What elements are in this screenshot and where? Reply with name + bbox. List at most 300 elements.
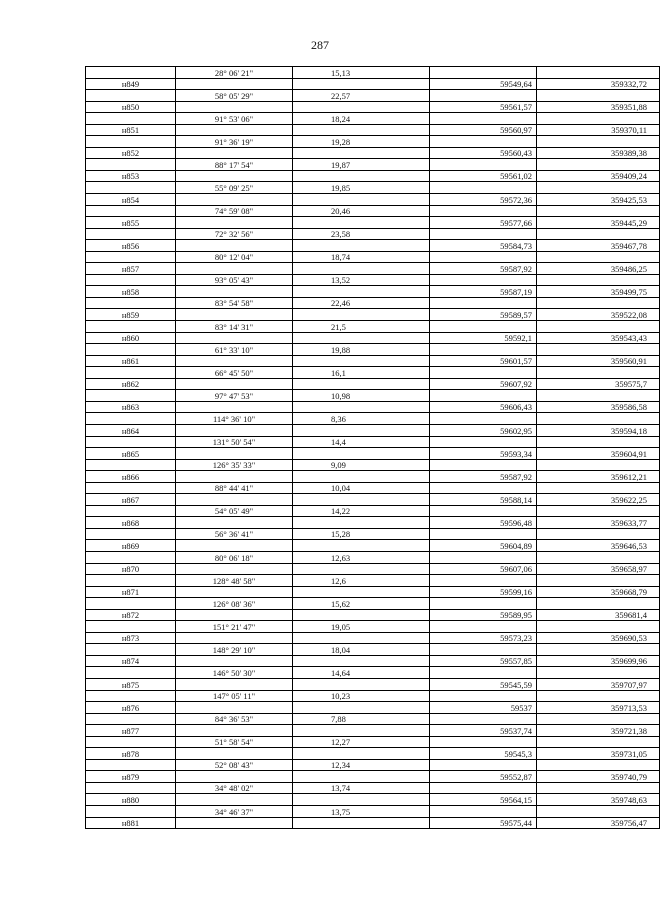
x-coordinate-cell: 59537 [430, 702, 537, 714]
y-coordinate-cell: 359681,4 [537, 609, 660, 621]
y-coordinate-cell: 359543,43 [537, 332, 660, 344]
direction-angle-cell: 84° 36' 53" [176, 713, 293, 725]
page-number: 287 [311, 38, 329, 52]
x-coordinate-cell: 59564,15 [430, 794, 537, 806]
x-coordinate-cell: 59596,48 [430, 517, 537, 529]
direction-angle-cell [176, 678, 293, 690]
point-row [86, 817, 660, 829]
y-coordinate-cell: 359486,25 [537, 263, 660, 275]
segment-length-cell [293, 332, 430, 344]
x-coordinate-cell [430, 505, 537, 517]
point-name-cell [86, 459, 176, 471]
segment-length-cell: 9,09 [293, 459, 430, 471]
x-coordinate-cell: 59557,85 [430, 655, 537, 667]
y-coordinate-cell [537, 205, 660, 217]
direction-angle-cell [176, 355, 293, 367]
point-row [86, 471, 660, 483]
direction-angle-cell: 146° 50' 30" [176, 667, 293, 679]
segment-length-cell: 12,27 [293, 736, 430, 748]
segment-length-cell: 13,52 [293, 274, 430, 286]
point-name-cell: н853 [86, 170, 176, 182]
segment-row [86, 782, 660, 794]
point-name-cell [86, 575, 176, 587]
direction-angle-cell: 88° 44' 41" [176, 482, 293, 494]
x-coordinate-cell: 59599,16 [430, 586, 537, 598]
y-coordinate-cell [537, 482, 660, 494]
y-coordinate-cell: 359713,53 [537, 702, 660, 714]
x-coordinate-cell [430, 297, 537, 309]
segment-row [86, 413, 660, 425]
segment-length-cell [293, 194, 430, 206]
point-name-cell [86, 182, 176, 194]
direction-angle-cell: 93° 05' 43" [176, 274, 293, 286]
point-name-cell: н867 [86, 494, 176, 506]
segment-length-cell [293, 378, 430, 390]
x-coordinate-cell [430, 159, 537, 171]
segment-length-cell: 15,13 [293, 67, 430, 79]
point-name-cell [86, 136, 176, 148]
segment-length-cell [293, 771, 430, 783]
point-row [86, 494, 660, 506]
y-coordinate-cell: 359499,75 [537, 286, 660, 298]
point-name-cell: н875 [86, 678, 176, 690]
coordinates-table [85, 66, 660, 829]
x-coordinate-cell [430, 713, 537, 725]
y-coordinate-cell [537, 782, 660, 794]
direction-angle-cell: 28° 06' 21" [176, 67, 293, 79]
point-row [86, 702, 660, 714]
y-coordinate-cell: 359594,18 [537, 424, 660, 436]
x-coordinate-cell [430, 575, 537, 587]
segment-length-cell [293, 147, 430, 159]
point-name-cell [86, 528, 176, 540]
direction-angle-cell [176, 101, 293, 113]
y-coordinate-cell [537, 90, 660, 102]
segment-length-cell: 13,75 [293, 806, 430, 818]
direction-angle-cell [176, 563, 293, 575]
x-coordinate-cell [430, 598, 537, 610]
point-name-cell [86, 806, 176, 818]
y-coordinate-cell [537, 575, 660, 587]
x-coordinate-cell: 59588,14 [430, 494, 537, 506]
point-name-cell [86, 344, 176, 356]
segment-length-cell: 10,98 [293, 390, 430, 402]
point-row [86, 609, 660, 621]
segment-row [86, 575, 660, 587]
point-name-cell: н860 [86, 332, 176, 344]
point-name-cell [86, 413, 176, 425]
segment-length-cell: 14,22 [293, 505, 430, 517]
x-coordinate-cell: 59561,57 [430, 101, 537, 113]
x-coordinate-cell: 59545,59 [430, 678, 537, 690]
x-coordinate-cell: 59575,44 [430, 817, 537, 829]
y-coordinate-cell [537, 713, 660, 725]
direction-angle-cell [176, 170, 293, 182]
segment-length-cell [293, 794, 430, 806]
segment-length-cell [293, 424, 430, 436]
y-coordinate-cell [537, 67, 660, 79]
segment-row [86, 90, 660, 102]
x-coordinate-cell: 59552,87 [430, 771, 537, 783]
x-coordinate-cell [430, 782, 537, 794]
point-row [86, 170, 660, 182]
y-coordinate-cell: 359740,79 [537, 771, 660, 783]
segment-row [86, 136, 660, 148]
segment-row [86, 667, 660, 679]
point-name-cell [86, 367, 176, 379]
y-coordinate-cell [537, 159, 660, 171]
segment-length-cell: 12,63 [293, 551, 430, 563]
direction-angle-cell: 126° 08' 36" [176, 598, 293, 610]
direction-angle-cell [176, 217, 293, 229]
point-name-cell: н855 [86, 217, 176, 229]
point-row [86, 147, 660, 159]
point-name-cell [86, 759, 176, 771]
x-coordinate-cell [430, 67, 537, 79]
y-coordinate-cell: 359467,78 [537, 240, 660, 252]
y-coordinate-cell [537, 644, 660, 656]
point-name-cell: н856 [86, 240, 176, 252]
segment-row [86, 551, 660, 563]
x-coordinate-cell: 59537,74 [430, 725, 537, 737]
direction-angle-cell: 80° 12' 04" [176, 251, 293, 263]
point-row [86, 655, 660, 667]
segment-length-cell: 16,1 [293, 367, 430, 379]
point-row [86, 424, 660, 436]
direction-angle-cell [176, 401, 293, 413]
point-name-cell: н852 [86, 147, 176, 159]
segment-row [86, 621, 660, 633]
point-row [86, 794, 660, 806]
segment-row [86, 806, 660, 818]
direction-angle-cell [176, 494, 293, 506]
segment-length-cell: 19,05 [293, 621, 430, 633]
point-row [86, 401, 660, 413]
segment-row [86, 505, 660, 517]
point-name-cell: н851 [86, 124, 176, 136]
point-name-cell: н878 [86, 748, 176, 760]
y-coordinate-cell: 359748,63 [537, 794, 660, 806]
point-name-cell: н879 [86, 771, 176, 783]
point-row [86, 725, 660, 737]
segment-length-cell: 19,28 [293, 136, 430, 148]
direction-angle-cell [176, 540, 293, 552]
y-coordinate-cell: 359425,53 [537, 194, 660, 206]
y-coordinate-cell [537, 528, 660, 540]
segment-length-cell: 15,28 [293, 528, 430, 540]
x-coordinate-cell [430, 528, 537, 540]
x-coordinate-cell [430, 205, 537, 217]
y-coordinate-cell: 359351,88 [537, 101, 660, 113]
segment-length-cell [293, 286, 430, 298]
segment-row [86, 67, 660, 79]
segment-length-cell [293, 448, 430, 460]
segment-length-cell [293, 263, 430, 275]
y-coordinate-cell: 359332,72 [537, 78, 660, 90]
point-name-cell [86, 621, 176, 633]
x-coordinate-cell: 59607,92 [430, 378, 537, 390]
segment-row [86, 390, 660, 402]
segment-row [86, 367, 660, 379]
direction-angle-cell [176, 794, 293, 806]
point-name-cell: н877 [86, 725, 176, 737]
direction-angle-cell: 34° 46' 37" [176, 806, 293, 818]
y-coordinate-cell [537, 413, 660, 425]
segment-length-cell [293, 817, 430, 829]
direction-angle-cell [176, 147, 293, 159]
direction-angle-cell: 80° 06' 18" [176, 551, 293, 563]
y-coordinate-cell [537, 736, 660, 748]
direction-angle-cell [176, 424, 293, 436]
point-name-cell [86, 251, 176, 263]
direction-angle-cell [176, 78, 293, 90]
segment-length-cell [293, 124, 430, 136]
direction-angle-cell: 131° 50' 54" [176, 436, 293, 448]
segment-length-cell [293, 702, 430, 714]
point-name-cell: н866 [86, 471, 176, 483]
point-name-cell: н858 [86, 286, 176, 298]
direction-angle-cell: 51° 58' 54" [176, 736, 293, 748]
segment-length-cell: 22,46 [293, 297, 430, 309]
segment-length-cell [293, 540, 430, 552]
point-name-cell: н863 [86, 401, 176, 413]
point-name-cell: н874 [86, 655, 176, 667]
point-name-cell: н876 [86, 702, 176, 714]
x-coordinate-cell [430, 759, 537, 771]
segment-length-cell [293, 563, 430, 575]
segment-length-cell: 19,85 [293, 182, 430, 194]
y-coordinate-cell [537, 251, 660, 263]
point-row [86, 240, 660, 252]
point-name-cell [86, 713, 176, 725]
x-coordinate-cell [430, 436, 537, 448]
point-name-cell: н872 [86, 609, 176, 621]
y-coordinate-cell: 359445,29 [537, 217, 660, 229]
segment-length-cell: 10,23 [293, 690, 430, 702]
direction-angle-cell [176, 263, 293, 275]
y-coordinate-cell: 359633,77 [537, 517, 660, 529]
segment-row [86, 251, 660, 263]
segment-length-cell [293, 78, 430, 90]
direction-angle-cell [176, 378, 293, 390]
direction-angle-cell [176, 609, 293, 621]
y-coordinate-cell: 359668,79 [537, 586, 660, 598]
segment-length-cell [293, 217, 430, 229]
point-name-cell: н859 [86, 309, 176, 321]
segment-row [86, 482, 660, 494]
y-coordinate-cell [537, 367, 660, 379]
point-name-cell [86, 690, 176, 702]
point-row [86, 332, 660, 344]
segment-row [86, 228, 660, 240]
segment-length-cell [293, 632, 430, 644]
x-coordinate-cell [430, 136, 537, 148]
point-row [86, 678, 660, 690]
point-row [86, 540, 660, 552]
point-name-cell: н871 [86, 586, 176, 598]
segment-row [86, 182, 660, 194]
x-coordinate-cell [430, 644, 537, 656]
point-name-cell: н857 [86, 263, 176, 275]
x-coordinate-cell [430, 321, 537, 333]
direction-angle-cell: 83° 14' 31" [176, 321, 293, 333]
segment-row [86, 297, 660, 309]
direction-angle-cell [176, 124, 293, 136]
x-coordinate-cell: 59545,3 [430, 748, 537, 760]
y-coordinate-cell: 359586,58 [537, 401, 660, 413]
y-coordinate-cell: 359658,97 [537, 563, 660, 575]
point-name-cell [86, 159, 176, 171]
segment-row [86, 598, 660, 610]
segment-row [86, 274, 660, 286]
y-coordinate-cell: 359409,24 [537, 170, 660, 182]
segment-length-cell: 18,04 [293, 644, 430, 656]
direction-angle-cell [176, 517, 293, 529]
point-name-cell [86, 113, 176, 125]
coordinates-table-body [86, 67, 660, 829]
y-coordinate-cell [537, 598, 660, 610]
point-name-cell: н850 [86, 101, 176, 113]
direction-angle-cell [176, 240, 293, 252]
y-coordinate-cell: 359721,38 [537, 725, 660, 737]
direction-angle-cell [176, 817, 293, 829]
x-coordinate-cell: 59549,64 [430, 78, 537, 90]
y-coordinate-cell [537, 806, 660, 818]
y-coordinate-cell [537, 344, 660, 356]
x-coordinate-cell: 59606,43 [430, 401, 537, 413]
x-coordinate-cell: 59587,19 [430, 286, 537, 298]
point-row [86, 448, 660, 460]
direction-angle-cell: 148° 29' 10" [176, 644, 293, 656]
point-row [86, 632, 660, 644]
segment-row [86, 759, 660, 771]
segment-length-cell [293, 609, 430, 621]
y-coordinate-cell [537, 228, 660, 240]
segment-length-cell: 22,57 [293, 90, 430, 102]
segment-length-cell [293, 401, 430, 413]
point-name-cell: н849 [86, 78, 176, 90]
segment-length-cell [293, 586, 430, 598]
direction-angle-cell: 83° 54' 58" [176, 297, 293, 309]
point-name-cell [86, 436, 176, 448]
y-coordinate-cell: 359604,91 [537, 448, 660, 460]
y-coordinate-cell: 359690,53 [537, 632, 660, 644]
point-name-cell [86, 482, 176, 494]
segment-length-cell: 19,87 [293, 159, 430, 171]
segment-length-cell: 8,36 [293, 413, 430, 425]
segment-row [86, 436, 660, 448]
x-coordinate-cell [430, 667, 537, 679]
direction-angle-cell: 74° 59' 08" [176, 205, 293, 217]
segment-row [86, 528, 660, 540]
direction-angle-cell: 126° 35' 33" [176, 459, 293, 471]
x-coordinate-cell [430, 806, 537, 818]
segment-length-cell [293, 725, 430, 737]
segment-length-cell [293, 309, 430, 321]
point-row [86, 517, 660, 529]
x-coordinate-cell: 59587,92 [430, 471, 537, 483]
direction-angle-cell: 58° 05' 29" [176, 90, 293, 102]
direction-angle-cell: 52° 08' 43" [176, 759, 293, 771]
direction-angle-cell: 91° 53' 06" [176, 113, 293, 125]
point-row [86, 78, 660, 90]
y-coordinate-cell: 359370,11 [537, 124, 660, 136]
point-row [86, 378, 660, 390]
x-coordinate-cell [430, 274, 537, 286]
y-coordinate-cell: 359646,53 [537, 540, 660, 552]
x-coordinate-cell [430, 736, 537, 748]
direction-angle-cell [176, 332, 293, 344]
x-coordinate-cell: 59560,43 [430, 147, 537, 159]
point-name-cell [86, 321, 176, 333]
direction-angle-cell: 66° 45' 50" [176, 367, 293, 379]
x-coordinate-cell [430, 251, 537, 263]
point-name-cell [86, 67, 176, 79]
point-name-cell: н869 [86, 540, 176, 552]
y-coordinate-cell: 359622,25 [537, 494, 660, 506]
direction-angle-cell: 34° 48' 02" [176, 782, 293, 794]
point-row [86, 748, 660, 760]
point-name-cell [86, 390, 176, 402]
segment-length-cell [293, 101, 430, 113]
segment-row [86, 459, 660, 471]
y-coordinate-cell: 359707,97 [537, 678, 660, 690]
y-coordinate-cell [537, 321, 660, 333]
segment-length-cell: 10,04 [293, 482, 430, 494]
segment-length-cell [293, 240, 430, 252]
point-row [86, 286, 660, 298]
segment-length-cell [293, 655, 430, 667]
segment-length-cell [293, 170, 430, 182]
point-name-cell [86, 90, 176, 102]
segment-length-cell: 23,58 [293, 228, 430, 240]
y-coordinate-cell [537, 505, 660, 517]
x-coordinate-cell: 59589,95 [430, 609, 537, 621]
x-coordinate-cell: 59561,02 [430, 170, 537, 182]
point-name-cell [86, 644, 176, 656]
point-name-cell [86, 297, 176, 309]
segment-length-cell: 18,74 [293, 251, 430, 263]
x-coordinate-cell [430, 690, 537, 702]
y-coordinate-cell [537, 667, 660, 679]
x-coordinate-cell [430, 182, 537, 194]
direction-angle-cell [176, 309, 293, 321]
segment-length-cell: 20,46 [293, 205, 430, 217]
point-name-cell: н865 [86, 448, 176, 460]
x-coordinate-cell [430, 413, 537, 425]
y-coordinate-cell: 359756,47 [537, 817, 660, 829]
direction-angle-cell: 55° 09' 25" [176, 182, 293, 194]
point-name-cell [86, 667, 176, 679]
point-name-cell [86, 782, 176, 794]
y-coordinate-cell [537, 136, 660, 148]
y-coordinate-cell [537, 690, 660, 702]
segment-row [86, 205, 660, 217]
y-coordinate-cell [537, 182, 660, 194]
direction-angle-cell [176, 632, 293, 644]
y-coordinate-cell [537, 297, 660, 309]
point-name-cell: н854 [86, 194, 176, 206]
point-name-cell [86, 274, 176, 286]
direction-angle-cell [176, 286, 293, 298]
segment-length-cell: 21,5 [293, 321, 430, 333]
segment-row [86, 644, 660, 656]
segment-length-cell: 19,88 [293, 344, 430, 356]
x-coordinate-cell: 59589,57 [430, 309, 537, 321]
x-coordinate-cell: 59577,66 [430, 217, 537, 229]
y-coordinate-cell [537, 551, 660, 563]
direction-angle-cell: 61° 33' 10" [176, 344, 293, 356]
